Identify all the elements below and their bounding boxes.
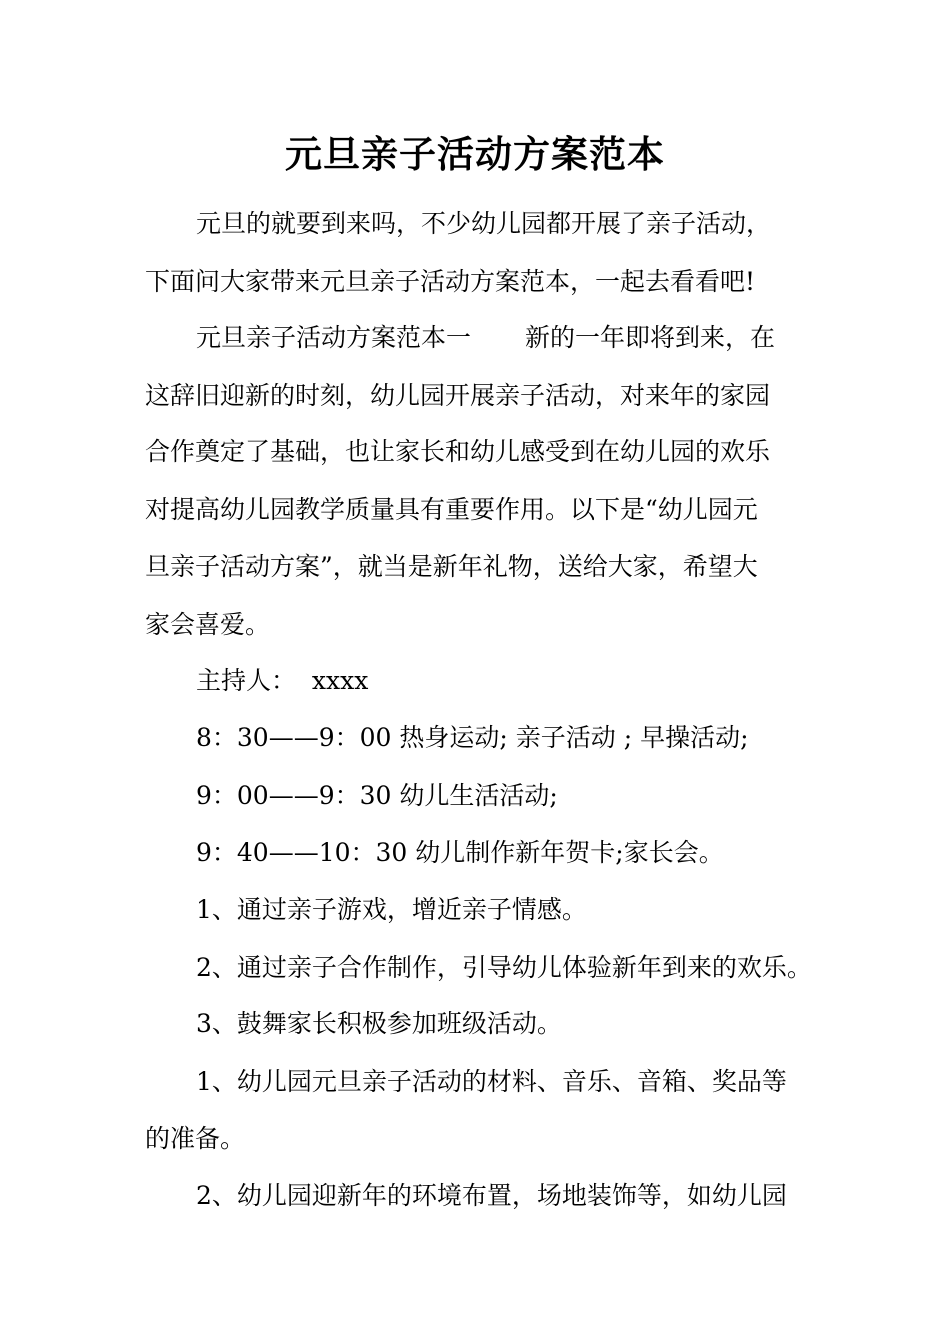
preparation-item: 2、幼儿园迎新年的环境布置，场地装饰等，如幼儿园 [196,1181,787,1210]
preparation-item: 1、幼儿园元旦亲子活动的材料、音乐、音箱、奖品等 [196,1067,787,1096]
paragraph-line: 元旦的就要到来吗，不少幼儿园都开展了亲子活动， [196,209,772,238]
paragraph-line: 旦亲子活动方案”，就当是新年礼物，送给大家，希望大 [145,552,758,581]
schedule-line: 9：40——10：30 幼儿制作新年贺卡;家长会。 [196,838,724,867]
paragraph-line [196,320,775,356]
paragraph-line: 合作奠定了基础，也让家长和幼儿感受到在幼儿园的欢乐 [145,437,771,466]
document-title: 元旦亲子活动方案范本 [285,132,665,176]
goal-item: 3、鼓舞家长积极参加班级活动。 [196,1009,562,1038]
section-heading: 元旦亲子活动方案范本一 [196,323,472,352]
paragraph-line: 这辞旧迎新的时刻，幼儿园开展亲子活动，对来年的家园 [145,381,771,410]
paragraph-text: 新的一年即将到来，在 [525,323,776,352]
schedule-line: 9：00——9：30 幼儿生活活动; [196,781,558,810]
paragraph-line: 下面问大家带来元旦亲子活动方案范本，一起去看看吧! [145,267,756,296]
preparation-item-continued: 的准备。 [145,1124,246,1153]
host-line: 主持人： xxxx [196,666,369,695]
paragraph-line: 对提高幼儿园教学质量具有重要作用。以下是“幼儿园元 [145,495,758,524]
goal-item: 2、通过亲子合作制作，引导幼儿体验新年到来的欢乐。 [196,953,812,982]
schedule-line: 8：30——9：00 热身运动; 亲子活动 ; 早操活动; [196,723,749,752]
goal-item: 1、通过亲子游戏，增近亲子情感。 [196,895,587,924]
paragraph-line: 家会喜爱。 [145,610,271,639]
